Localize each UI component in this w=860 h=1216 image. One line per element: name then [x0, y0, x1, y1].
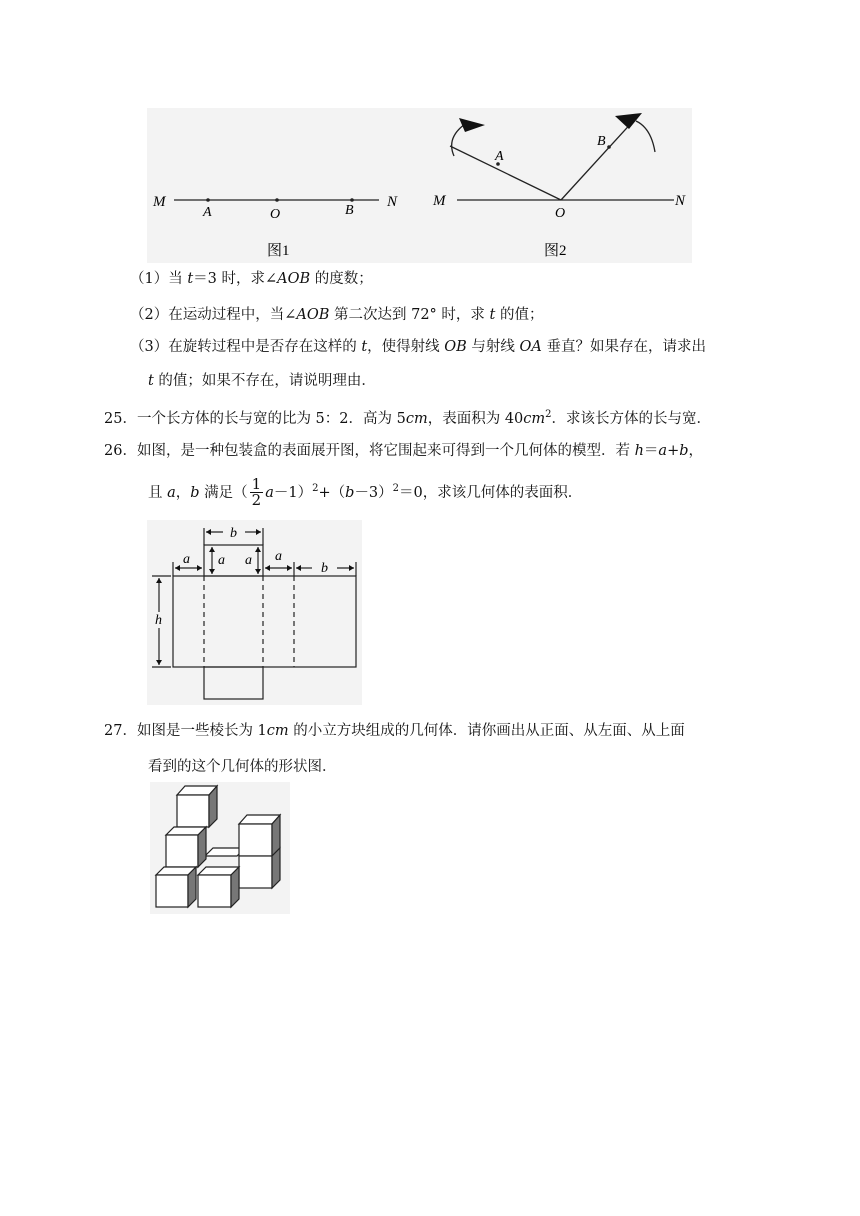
label-m-2: M	[433, 193, 446, 209]
net-label-a-right: a	[275, 549, 282, 564]
label-o: O	[270, 207, 281, 222]
label-o-2: O	[555, 206, 566, 221]
q24-part2: （2）在运动过程中，当∠AOB 第二次达到 72° 时，求 t 的值；	[130, 307, 544, 323]
angle-figure	[147, 108, 692, 263]
label-a: A	[203, 205, 212, 220]
cube-stack-figure	[150, 782, 290, 914]
net-label-a-inner-right: a	[245, 553, 252, 568]
q24-part3: （3）在旋转过程中是否存在这样的 t，使得射线 OB 与射线 OA 垂直？如果存在，请求出	[130, 339, 707, 355]
net-label-h: h	[155, 613, 162, 628]
net-label-a-left: a	[183, 552, 190, 567]
q24-part3-cont: t 的值；如果不存在，请说明理由．	[148, 373, 376, 389]
label-n: N	[387, 194, 398, 210]
q24-part1: （1）当 t＝3 时，求∠AOB 的度数；	[130, 271, 373, 287]
q27-text-cont: 看到的这个几何体的形状图．	[148, 759, 337, 775]
label-n-2: N	[675, 193, 686, 209]
net-label-a-inner-left: a	[218, 553, 225, 568]
q25-text: 25．一个长方体的长与宽的比为 5：2．高为 5cm，表面积为 $40cm^2$．求该长方体的长与宽．	[104, 409, 712, 427]
label-a-2: A	[495, 149, 504, 164]
net-label-b-right: b	[321, 561, 328, 576]
label-b: B	[345, 203, 354, 218]
fraction-half: $\frac{1}{2}$	[251, 475, 262, 510]
caption-fig2: 图2	[544, 243, 567, 259]
net-figure	[147, 520, 362, 705]
q27-text: 27．如图是一些棱长为 1cm 的小立方块组成的几何体．请你画出从正面、从左面、从上面	[104, 723, 685, 739]
net-label-b-top: b	[230, 526, 237, 541]
q26-text: 26．如图，是一种包装盒的表面展开图，将它围起来可得到一个几何体的模型．若 h＝a+b，	[104, 443, 704, 459]
q26-condition: 且 a，b 满足（ $\frac{1}{2}$ $a-1)^2+(b-3)^2=0$，求该几何体的表面积．	[148, 475, 583, 510]
label-m: M	[153, 194, 166, 210]
label-b-2: B	[597, 134, 606, 149]
caption-fig1: 图1	[267, 243, 290, 259]
